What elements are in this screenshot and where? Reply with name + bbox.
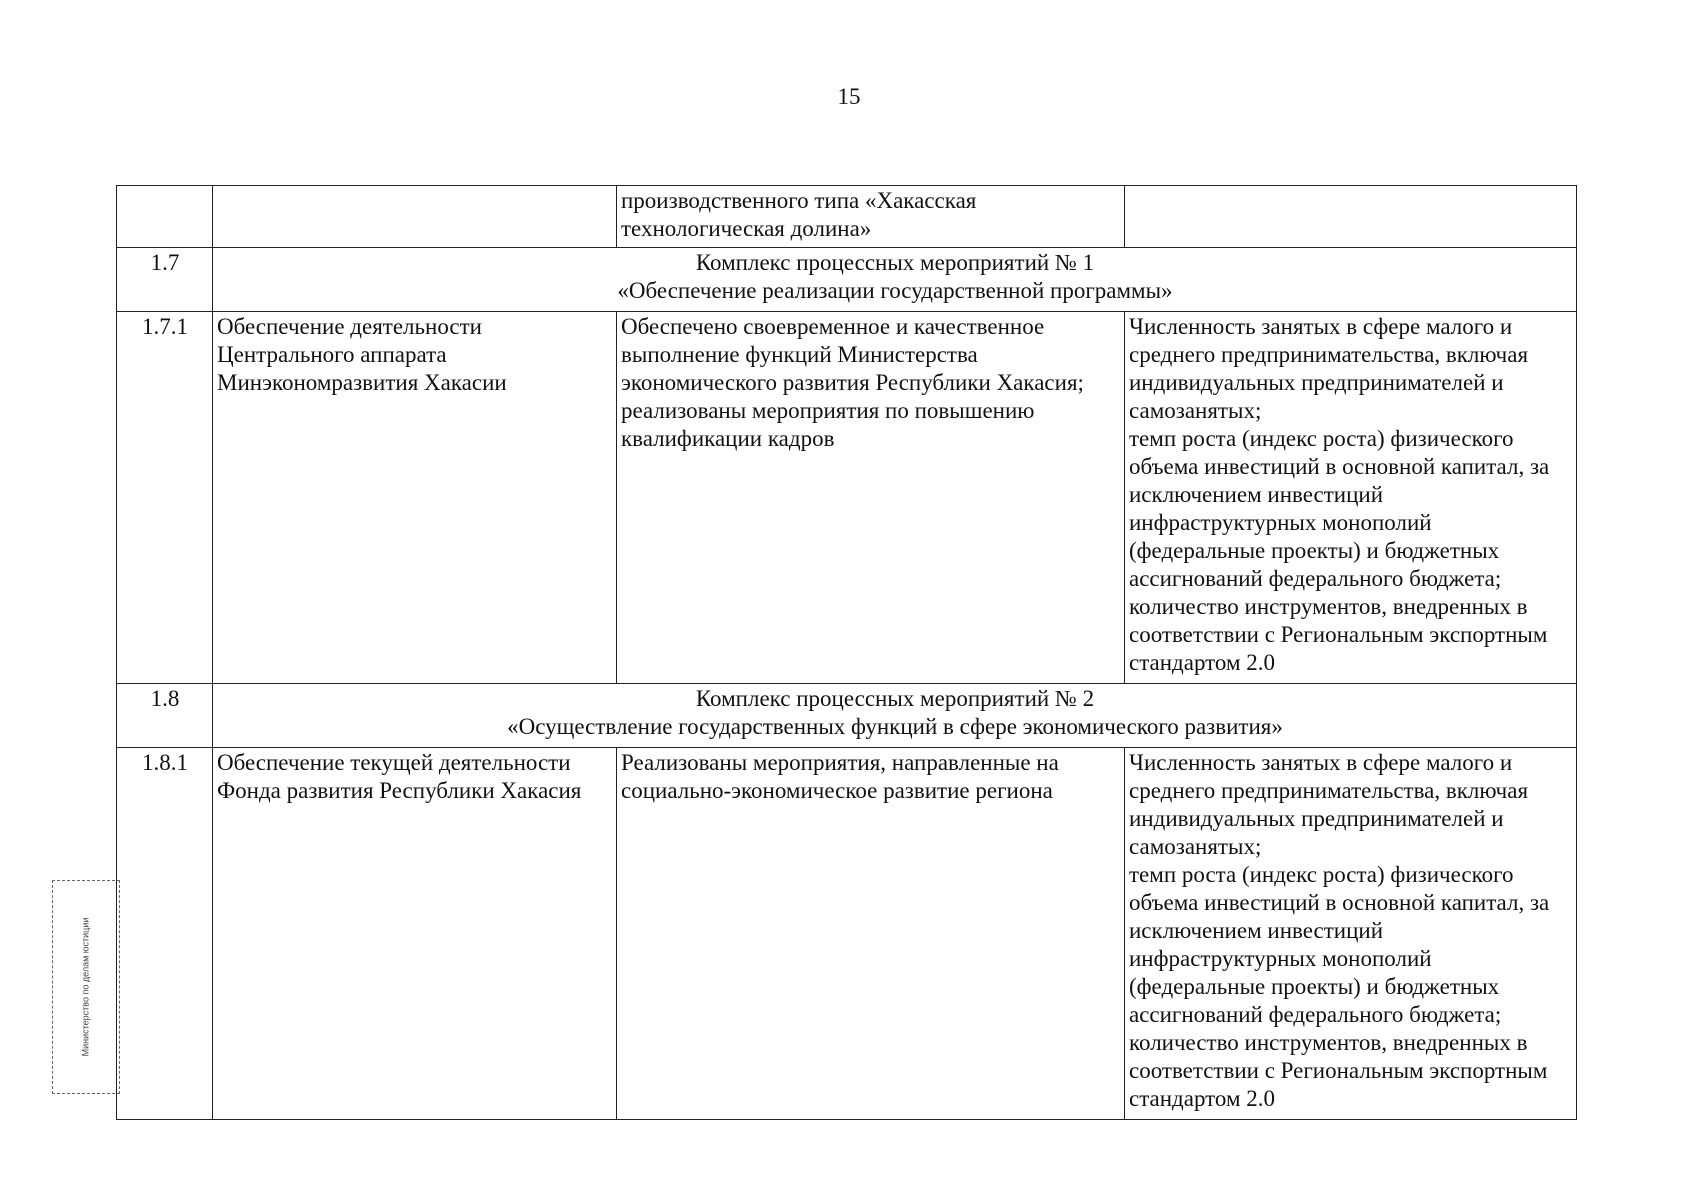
cell-indicators: Численность занятых в сфере малого и среднего предпринимательства, включая индивидуальных предпринимателей и самозанятых; темп роста (индекс роста) физического объема инвестиций в основной капитал, за исключением инвестиций инфраструктурных монополий (федеральные проекты) и бюджетных ассигнований федерального бюджета; количество инструментов, внедренных в соответствии с Региональным экспортным стандартом 2.0 (1125, 312, 1577, 684)
table-row-group-1-8 (117, 684, 1577, 748)
cell-result: производственного типа «Хакасская технологическая долина» (617, 186, 1125, 248)
cell-number (117, 186, 213, 248)
cell-indicators: Численность занятых в сфере малого и среднего предпринимательства, включая индивидуальных предпринимателей и самозанятых; темп роста (индекс роста) физического объема инвестиций в основной капитал, за исключением инвестиций инфраструктурных монополий (федеральные проекты) и бюджетных ассигнований федерального бюджета; количество инструментов, внедренных в соответствии с Региональным экспортным стандартом 2.0 (1125, 748, 1577, 1120)
cell-result: Реализованы мероприятия, направленные на социально-экономическое развитие региона (617, 748, 1125, 1120)
page-number: 15 (837, 84, 861, 109)
table-row-1-8-1 (117, 748, 1577, 1120)
cell-task: Обеспечение текущей деятельности Фонда развития Республики Хакасия (213, 748, 617, 1120)
group-number: 1.8 (117, 684, 213, 748)
group-title: Комплекс процессных мероприятий № 1 «Обеспечение реализации государственной программы» (213, 248, 1577, 312)
cell-number: 1.7.1 (117, 312, 213, 684)
stamp-text: Министерство по делам юстиции (80, 917, 91, 1057)
cell-number: 1.8.1 (117, 748, 213, 1120)
table-row-group-1-7 (117, 248, 1577, 312)
group-title: Комплекс процессных мероприятий № 2 «Осуществление государственных функций в сфере экономического развития» (213, 684, 1577, 748)
cell-result: Обеспечено своевременное и качественное выполнение функций Министерства экономического развития Республики Хакасия; реализованы мероприятия по повышению квалификации кадров (617, 312, 1125, 684)
measures-table (116, 185, 1577, 1120)
cell-task: Обеспечение деятельности Центрального аппарата Минэкономразвития Хакасии (213, 312, 617, 684)
table-row-continuation (117, 186, 1577, 248)
table-row-1-7-1 (117, 312, 1577, 684)
registration-stamp (52, 880, 120, 1094)
group-number: 1.7 (117, 248, 213, 312)
cell-indicators (1125, 186, 1577, 248)
cell-task (213, 186, 617, 248)
